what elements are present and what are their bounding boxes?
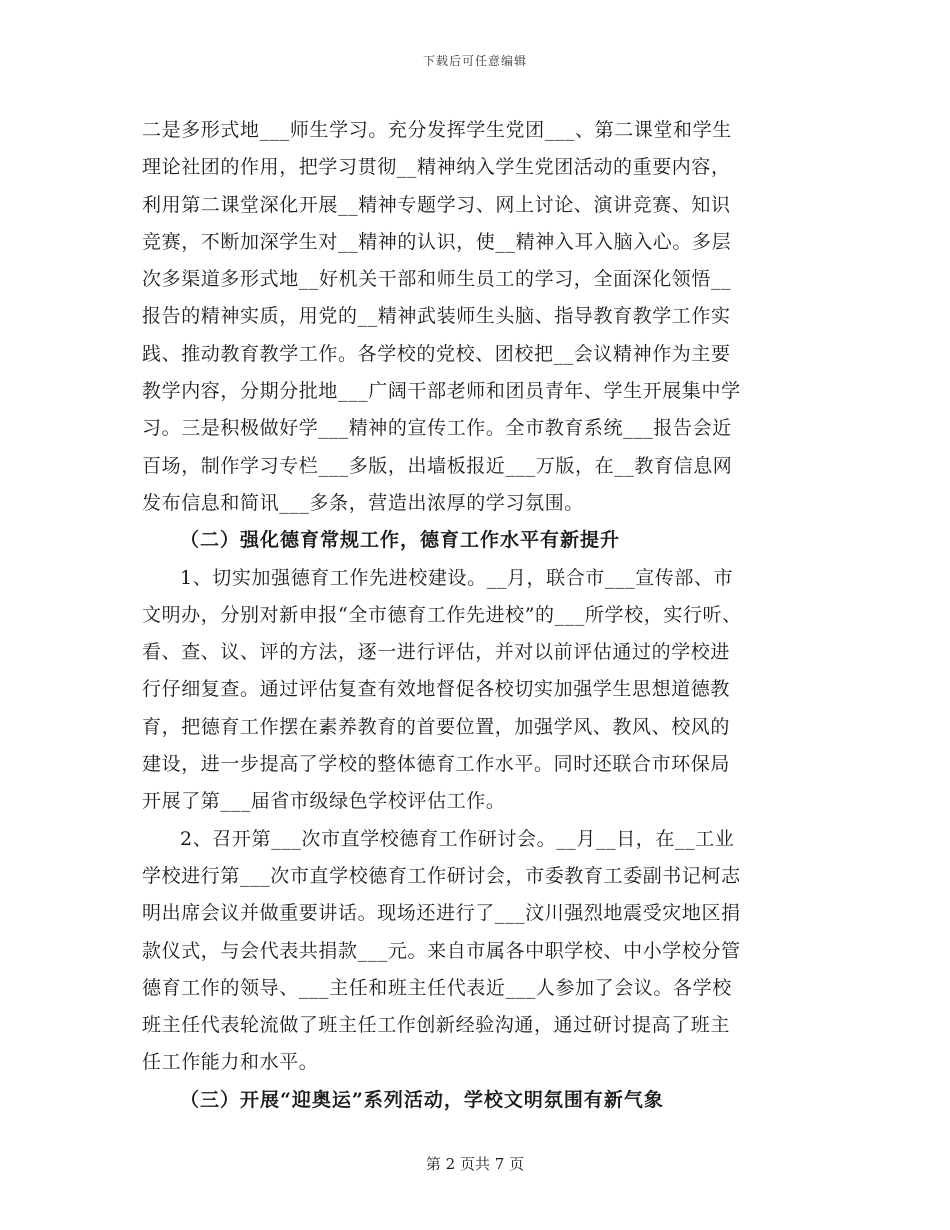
paragraph-line: 德育工作的领导、___主任和班主任代表近___人参加了会议。各学校 <box>142 976 732 999</box>
page-number: 第 2 页共 7 页 <box>425 1155 525 1173</box>
paragraph-line: 二是多形式地___师生学习。充分发挥学生党团___、第二课堂和学生 <box>142 119 732 141</box>
paragraph-line: 教学内容，分期分批地___广阔干部老师和团员青年、学生开展集中学 <box>142 380 741 403</box>
paragraph-line: 款仪式，与会代表共捐款___元。来自市属各中职学校、中小学校分管 <box>142 939 741 962</box>
paragraph-line: 育，把德育工作摆在素养教育的首要位置，加强学风、教风、校风的 <box>142 715 731 738</box>
paragraph-line: 习。三是积极做好学___精神的宣传工作。全市教育系统___报告会近 <box>142 417 732 440</box>
paragraph-line: 百场，制作学习专栏___多版，出墙板报近___万版，在__教育信息网 <box>142 454 733 477</box>
paragraph-line: 次多渠道多形式地__好机关干部和师生员工的学习，全面深化领悟__ <box>142 268 732 291</box>
paragraph-line: 利用第二课堂深化开展__精神专题学习、网上讨论、演讲竞赛、知识 <box>142 193 731 216</box>
paragraph-line: 班主任代表轮流做了班主任工作创新经验沟通，通过研讨提高了班主 <box>142 1014 731 1037</box>
paragraph-line: 践、推动教育教学工作。各学校的党校、团校把__会议精神作为主要 <box>142 342 731 365</box>
paragraph-line: 1、切实加强德育工作先进校建设。__月，联合市___宣传部、市 <box>180 566 734 589</box>
document-body <box>142 112 812 1119</box>
paragraph-line: 报告的精神实质，用党的__精神武装师生头脑、指导教育教学工作实 <box>142 305 731 328</box>
paragraph-line: 建设，进一步提高了学校的整体德育工作水平。同时还联合市环保局 <box>142 753 731 776</box>
paragraph-line: 发布信息和简讯___多条，营造出浓厚的学习氛围。 <box>142 491 584 514</box>
paragraph-line: 竞赛，不断加深学生对__精神的认识，使__精神入耳入脑入心。多层 <box>142 230 732 253</box>
paragraph-line: 开展了第___届省市级绿色学校评估工作。 <box>142 790 506 813</box>
paragraph-line: 文明办，分别对新申报“全市德育工作先进校”的___所学校，实行听、 <box>142 603 742 626</box>
section-heading: （二）强化德育常规工作，德育工作水平有新提升 <box>180 529 621 552</box>
paragraph-line: 学校进行第___次市直学校德育工作研讨会，市委教育工委副书记柯志 <box>142 864 741 887</box>
paragraph-line: 2、召开第___次市直学校德育工作研讨会。__月__日，在__工业 <box>180 827 735 850</box>
paragraph-line: 理论社团的作用，把学习贯彻__精神纳入学生党团活动的重要内容， <box>142 156 731 179</box>
paragraph-line: 行仔细复查。通过评估复查有效地督促各校切实加强学生思想道德教 <box>142 678 731 701</box>
paragraph-line: 明出席会议并做重要讲话。现场还进行了___汶川强烈地震受灾地区捐 <box>142 902 741 925</box>
paragraph-line: 任工作能力和水平。 <box>142 1051 319 1074</box>
page-header-note: 下载后可任意编辑 <box>422 54 527 68</box>
section-heading: （三）开展“迎奥运”系列活动，学校文明氛围有新气象 <box>180 1088 664 1111</box>
paragraph-line: 看、查、议、评的方法，逐一进行评估，并对以前评估通过的学校进 <box>142 641 731 664</box>
